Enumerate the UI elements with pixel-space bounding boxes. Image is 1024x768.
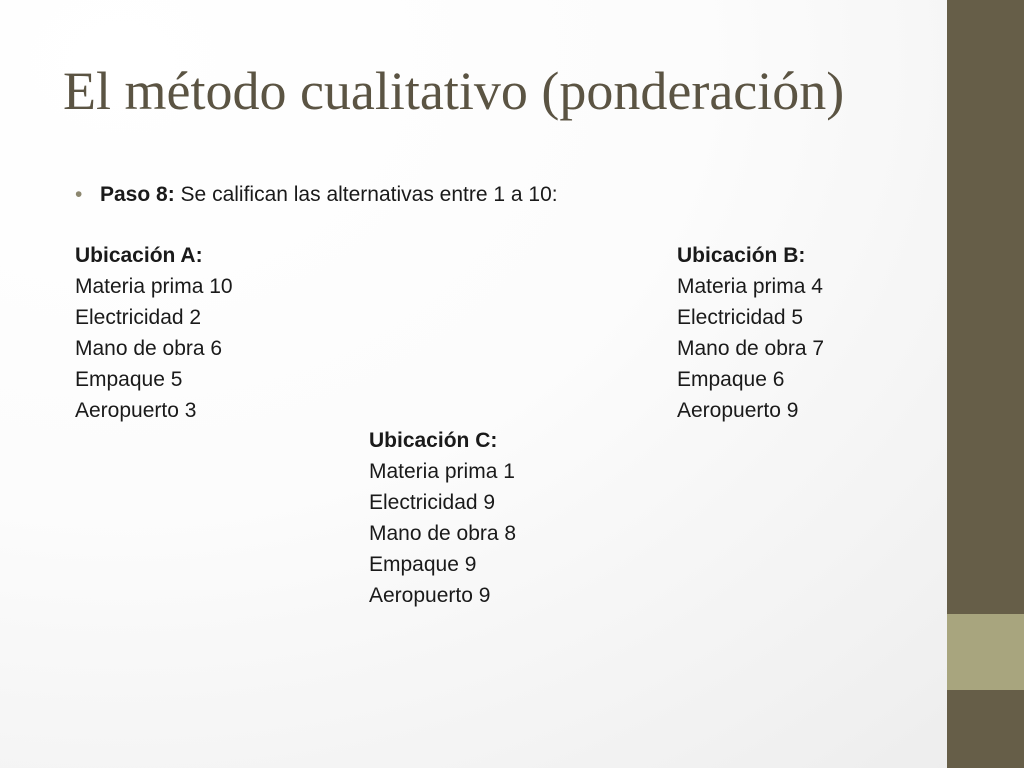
location-c-item: Materia prima 1 <box>369 460 515 483</box>
location-c-item: Electricidad 9 <box>369 491 496 514</box>
location-a-item: Materia prima 10 <box>75 275 233 298</box>
location-b-item: Empaque 6 <box>677 368 785 391</box>
location-a-heading: Ubicación A: <box>75 244 203 267</box>
bullet-icon: • <box>75 183 83 206</box>
location-b-item: Materia prima 4 <box>677 275 823 298</box>
location-a-item: Aeropuerto 3 <box>75 399 197 422</box>
location-c-item: Empaque 9 <box>369 553 477 576</box>
location-c-item: Mano de obra 8 <box>369 522 517 545</box>
location-a-item: Electricidad 2 <box>75 306 202 329</box>
slide-title: El método cualitativo (ponderación) <box>63 61 845 121</box>
location-c-heading: Ubicación C: <box>369 429 498 452</box>
location-c-item: Aeropuerto 9 <box>369 584 491 607</box>
location-c-block <box>369 425 516 611</box>
location-a-item: Mano de obra 6 <box>75 337 223 360</box>
bullet-step-8 <box>75 180 558 210</box>
bullet-label: Paso 8: <box>100 183 175 206</box>
location-a-item: Empaque 5 <box>75 368 183 391</box>
location-b-item: Aeropuerto 9 <box>677 399 799 422</box>
location-a-block <box>75 240 233 426</box>
location-b-item: Mano de obra 7 <box>677 337 825 360</box>
location-b-block <box>677 240 824 426</box>
bullet-text: Se califican las alternativas entre 1 a 10: <box>180 183 558 206</box>
decorative-sidebar-accent <box>947 614 1024 690</box>
location-b-item: Electricidad 5 <box>677 306 804 329</box>
location-b-heading: Ubicación B: <box>677 244 806 267</box>
